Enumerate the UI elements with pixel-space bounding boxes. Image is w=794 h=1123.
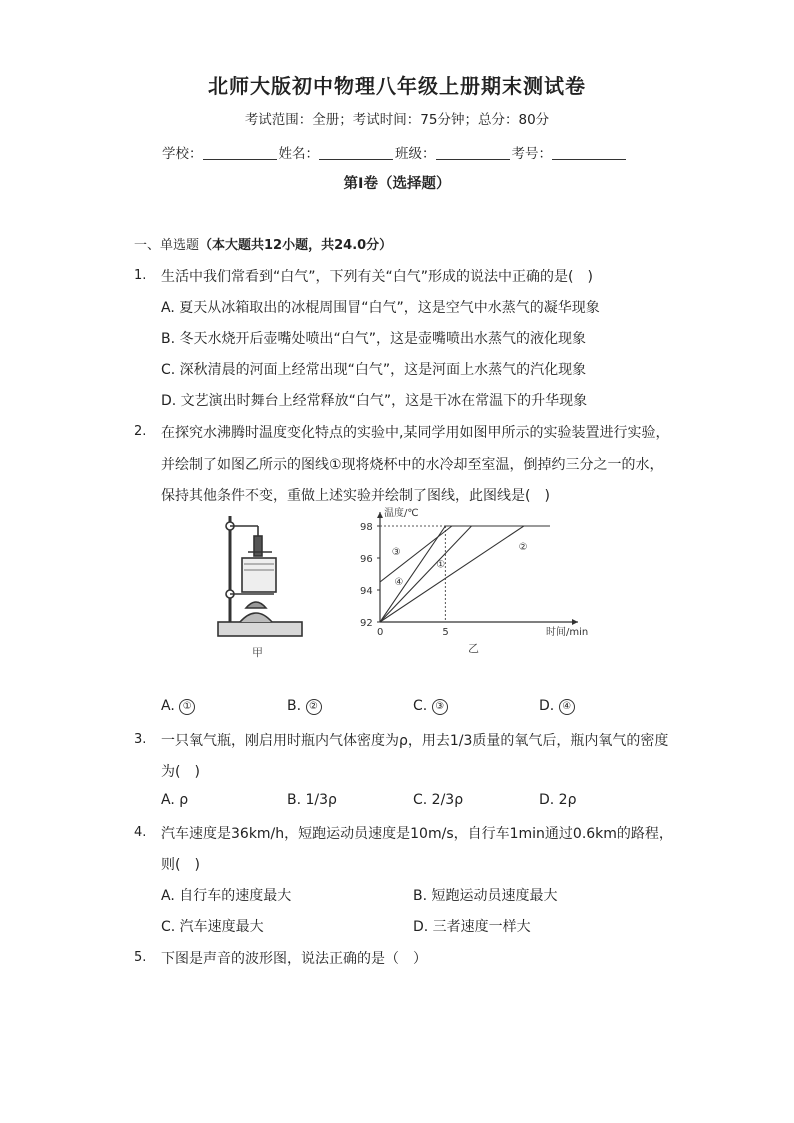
q2-option-d-mark: ④ — [559, 699, 575, 715]
q3-option-d[interactable]: D. 2ρ — [539, 792, 577, 808]
series-label-2: ② — [518, 542, 528, 553]
section-label: 一、单选题 — [134, 238, 200, 253]
section-heading — [134, 234, 392, 253]
id-blank[interactable] — [552, 145, 626, 160]
q1-option-c[interactable]: C. 深秋清晨的河面上经常出现“白气”，这是河面上水蒸气的汽化现象 — [161, 362, 587, 378]
x-tick-label-5: 5 — [442, 627, 449, 638]
temperature-time-chart — [350, 504, 590, 656]
chart-labels — [360, 506, 588, 655]
fig-right-caption: 乙 — [468, 642, 479, 655]
exam-meta: 考试范围：全册；考试时间：75分钟；总分：80分 — [244, 112, 550, 128]
q2-option-c-mark: ③ — [432, 699, 448, 715]
q1-number: 1. — [134, 268, 147, 283]
series-line-3 — [380, 526, 550, 582]
q2-line-2: 并绘制了如图乙所示的图线①现将烧杯中的水冷却至室温，倒掉约三分之一的水， — [161, 457, 664, 473]
q2-line-1: 在探究水沸腾时温度变化特点的实验中,某同学用如图甲所示的实验装置进行实验， — [161, 425, 670, 441]
series-label-1: ① — [436, 559, 446, 571]
name-blank[interactable] — [319, 145, 393, 160]
chart-axes — [377, 512, 578, 625]
q2-option-d-letter: D. — [539, 698, 555, 714]
y-tick-label-94: 94 — [360, 586, 373, 597]
exam-title: 北师大版初中物理八年级上册期末测试卷 — [208, 74, 586, 98]
q3-number: 3. — [134, 732, 147, 747]
q2-number: 2. — [134, 424, 147, 439]
q2-option-b-mark: ② — [306, 699, 322, 715]
y-tick-label-92: 92 — [360, 618, 373, 629]
q2-option-c-letter: C. — [413, 698, 428, 714]
q2-option-a-mark: ① — [179, 699, 195, 715]
q1-stem: 生活中我们常看到“白气”，下列有关“白气”形成的说法中正确的是( ) — [161, 269, 593, 285]
q5-number: 5. — [134, 950, 147, 965]
x-tick-label-0: 0 — [377, 627, 384, 638]
class-blank[interactable] — [436, 145, 510, 160]
q3-option-b[interactable]: B. 1/3ρ — [287, 792, 337, 808]
student-info-fields — [162, 142, 628, 162]
q2-option-c[interactable] — [413, 698, 448, 715]
x-axis-label: 时间/min — [546, 627, 589, 638]
q3-line-2: 为( ) — [161, 764, 200, 780]
q3-option-c[interactable]: C. 2/3ρ — [413, 792, 464, 808]
q1-option-a[interactable]: A. 夏天从冰箱取出的冰棍周围冒“白气”，这是空气中水蒸气的凝华现象 — [161, 300, 600, 316]
class-label: 班级： — [395, 146, 436, 162]
volume-heading: 第I卷（选择题） — [343, 176, 451, 192]
fig-left-caption: 甲 — [252, 646, 263, 658]
section-detail: （本大题共12小题，共24.0分） — [199, 238, 393, 253]
q2-option-d[interactable] — [539, 698, 575, 715]
y-axis-arrow — [377, 512, 383, 518]
q2-line-3: 保持其他条件不变，重做上述实验并绘制了图线，此图线是( ) — [161, 488, 550, 504]
series-line-4 — [380, 526, 550, 622]
q2-option-b[interactable] — [287, 698, 322, 715]
q4-number: 4. — [134, 825, 147, 840]
q4-option-b[interactable]: B. 短跑运动员速度最大 — [413, 888, 558, 904]
series-line-1 — [380, 526, 550, 622]
q4-option-d[interactable]: D. 三者速度一样大 — [413, 919, 531, 935]
chart-series — [380, 526, 550, 622]
q3-line-1: 一只氧气瓶，刚启用时瓶内气体密度为ρ，用去1/3质量的氧气后，瓶内氧气的密度 — [161, 733, 669, 749]
q4-option-c[interactable]: C. 汽车速度最大 — [161, 919, 264, 935]
series-label-3: ③ — [391, 546, 401, 558]
q2-option-b-letter: B. — [287, 698, 302, 714]
y-tick-label-96: 96 — [360, 554, 373, 565]
q5-stem: 下图是声音的波形图，说法正确的是（ ） — [161, 951, 427, 967]
series-label-4: ④ — [394, 577, 404, 589]
q3-option-a[interactable]: A. ρ — [161, 792, 189, 808]
x-axis-arrow — [572, 619, 578, 625]
name-label: 姓名： — [278, 146, 319, 162]
school-label: 学校： — [162, 146, 203, 162]
q2-option-a[interactable] — [161, 698, 195, 715]
q4-line-2: 则( ) — [161, 857, 200, 873]
y-tick-label-98: 98 — [360, 522, 373, 533]
series-line-2 — [380, 526, 550, 622]
q4-option-a[interactable]: A. 自行车的速度最大 — [161, 888, 292, 904]
y-axis-label: 温度/℃ — [384, 508, 419, 519]
id-label: 考号： — [511, 146, 552, 162]
apparatus-figure — [210, 512, 310, 658]
q1-option-b[interactable]: B. 冬天水烧开后壶嘴处喷出“白气”，这是壶嘴喷出水蒸气的液化现象 — [161, 331, 587, 347]
school-blank[interactable] — [203, 145, 277, 160]
q2-option-a-letter: A. — [161, 698, 175, 714]
q4-line-1: 汽车速度是36km/h，短跑运动员速度是10m/s，自行车1min通过0.6km的路程， — [161, 826, 673, 842]
q1-option-d[interactable]: D. 文艺演出时舞台上经常释放“白气”，这是干冰在常温下的升华现象 — [161, 393, 588, 409]
